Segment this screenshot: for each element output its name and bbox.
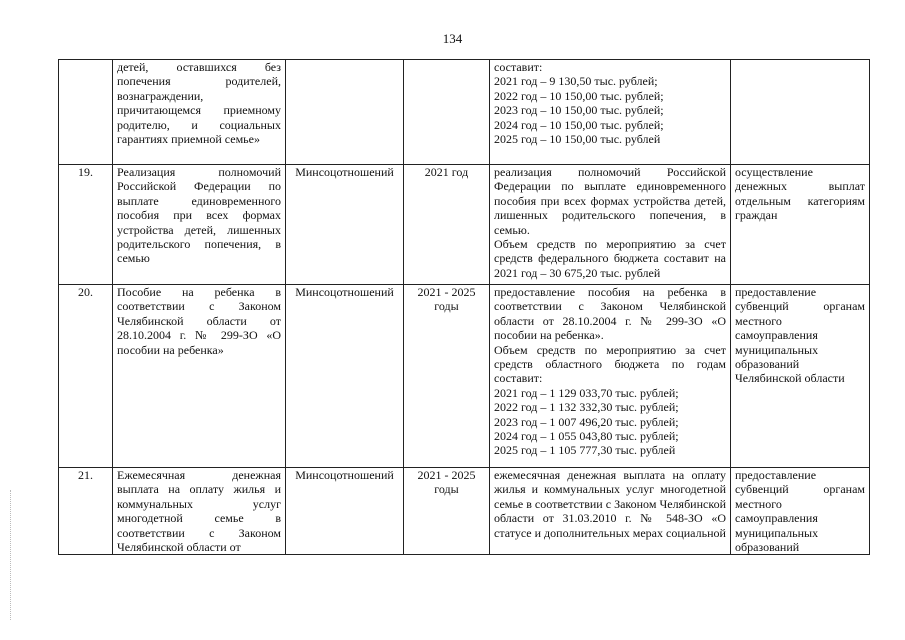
table-row bbox=[59, 468, 870, 555]
period: 2021 - 2025 годы bbox=[404, 468, 490, 555]
content-line: 2024 год – 1 055 043,80 тыс. рублей; bbox=[494, 429, 679, 444]
content-line: 2021 год – 9 130,50 тыс. рублей; bbox=[494, 74, 658, 89]
content-line: 2025 год – 10 150,00 тыс. рублей bbox=[494, 132, 661, 147]
content-line: 2023 год – 1 007 496,20 тыс. рублей; bbox=[494, 414, 679, 429]
measure-name: Пособие на ребенка в соответствии с Законом Челябинской области от 28.10.2004 г. № 299-ЗО «О пособии на ребенка» bbox=[113, 285, 286, 468]
row-number: 19. bbox=[59, 165, 113, 285]
content-paragraph: предоставление пособия на ребенка в соответствии с Законом Челябинской области от 28.10.2004 г. № 299-ЗО «О пособии на ребенка». bbox=[494, 285, 726, 343]
period bbox=[404, 60, 490, 165]
content-line: 2024 год – 10 150,00 тыс. рублей; bbox=[494, 117, 664, 132]
expected-result: осуществление денежных выплат отдельным категориям граждан bbox=[731, 165, 870, 285]
content-paragraph: Объем средств по мероприятию за счет средств областного бюджета по годам составит: bbox=[494, 342, 726, 386]
content-line: составит: bbox=[494, 60, 543, 74]
measure-content bbox=[490, 165, 731, 285]
expected-result: предоставление субвенций органам местного самоуправления муниципальных образований bbox=[731, 468, 870, 555]
measures-table bbox=[58, 59, 870, 555]
content-line: 2022 год – 10 150,00 тыс. рублей; bbox=[494, 88, 664, 103]
content-line: 2025 год – 1 105 777,30 тыс. рублей bbox=[494, 443, 676, 458]
row-number: 20. bbox=[59, 285, 113, 468]
expected-result: предоставление субвенций органам местного самоуправления муниципальных образований Челябинской области bbox=[731, 285, 870, 468]
table-row bbox=[59, 60, 870, 165]
content-paragraph: Объем средств по мероприятию за счет средств федерального бюджета составит на 2021 год – 30 675,20 тыс. рублей bbox=[494, 237, 726, 280]
page-number: 134 bbox=[442, 31, 463, 46]
content-line: 2021 год – 1 129 033,70 тыс. рублей; bbox=[494, 385, 679, 400]
executor bbox=[286, 60, 404, 165]
measure-content bbox=[490, 285, 731, 468]
measure-name: детей, оставшихся без попечения родителей, вознаграждении, причитающемся приемному родителю, и социальных гарантиях приемной семье» bbox=[113, 60, 286, 165]
measure-name: Реализация полномочий Российской Федерации по выплате единовременного пособия при всех формах устройства детей, лишенных родительского попечения, в семью bbox=[113, 165, 286, 285]
executor: Минсоцотношений bbox=[286, 165, 404, 285]
content-line: 2022 год – 1 132 332,30 тыс. рублей; bbox=[494, 400, 679, 415]
content-paragraph: реализация полномочий Российской Федерации по выплате единовременного пособия при всех формах устройства детей, лишенных родительского попечения, в семью. bbox=[494, 165, 726, 237]
table-row bbox=[59, 165, 870, 285]
expected-result bbox=[731, 60, 870, 165]
margin-scan-mark bbox=[10, 490, 12, 620]
period: 2021 - 2025 годы bbox=[404, 285, 490, 468]
period: 2021 год bbox=[404, 165, 490, 285]
executor: Минсоцотношений bbox=[286, 468, 404, 555]
table-row bbox=[59, 285, 870, 468]
measure-content bbox=[490, 60, 731, 165]
executor: Минсоцотношений bbox=[286, 285, 404, 468]
content-paragraph: ежемесячная денежная выплата на оплату жилья и коммунальных услуг многодетной семье в соответствии с Законом Челябинской области от 31.03.2010 г. № 548-ЗО «О статусе и дополнительных мерах социальной bbox=[494, 468, 726, 540]
row-number bbox=[59, 60, 113, 165]
measure-content bbox=[490, 468, 731, 555]
measure-name: Ежемесячная денежная выплата на оплату жилья и коммунальных услуг многодетной семье в соответствии с Законом Челябинской области от bbox=[113, 468, 286, 555]
row-number: 21. bbox=[59, 468, 113, 555]
content-line: 2023 год – 10 150,00 тыс. рублей; bbox=[494, 103, 664, 118]
